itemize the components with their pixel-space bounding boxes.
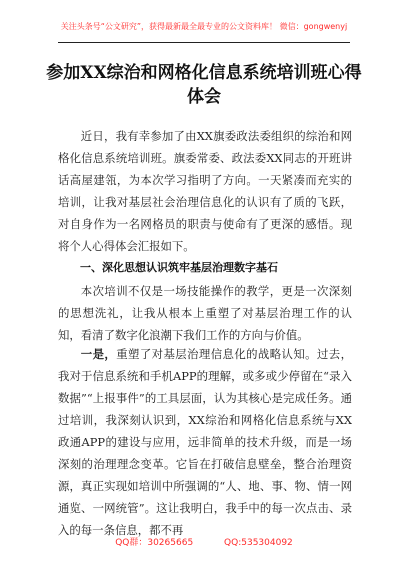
section-heading-1: 一、深化思想认识筑牢基层治理数字基石 xyxy=(80,261,278,274)
footer-contact xyxy=(0,535,408,548)
footer-qq-group: QQ群：30265665 xyxy=(115,538,194,548)
intro-paragraph: 近日，我有幸参加了由XX旗委政法委组织的综治和网格化信息系统培训班。旗委常委、政法委XX同志的开班讲话高屋建瓴，为本次学习指明了方向。一天紧凑而充实的培训，让我对基层社会治理信息化的认识有了质的飞跃，对自身作为一名网格员的职责与使命有了更深的感悟。现将个人心得体会汇报如下。 xyxy=(58,129,352,253)
header-divider xyxy=(58,42,350,43)
paragraph-body: 重塑了对基层治理信息化的战略认知。过去，我对于信息系统和手机APP的理解，或多或少停留在“录入数据”“上报事件”的工具层面，认为其核心是完成任务。通过培训，我深刻认识到，XX综治和网格化信息系统与XX政通APP的建设与应用，远非简单的技术升级，而是一场深刻的治理理念变革。它旨在打破信息壁垒，整合治理资源，真正实现如培训中所强调的“人、地、事、物、情一网通览、一网统管”。这让我明白，我手中的每一次点击、录入的每一条信息，都不再 xyxy=(58,347,352,537)
section1-paragraph-1: 本次培训不仅是一场技能操作的教学，更是一次深刻的思想洗礼，让我从根本上重塑了对基层治理工作的认知，看清了数字化浪潮下我们工作的方向与价值。 xyxy=(58,284,352,342)
paragraph-lead: 一是， xyxy=(80,347,117,361)
section1-paragraph-2 xyxy=(58,343,352,541)
document-title: 参加XX综治和网格化信息系统培训班心得体会 xyxy=(46,63,362,107)
header-promo-note: 关注头条号“公文研究”，获得最新最全最专业的公文资料库！ 微信：gongwenyj xyxy=(60,22,348,31)
footer-qq: QQ:535304092 xyxy=(224,538,293,548)
